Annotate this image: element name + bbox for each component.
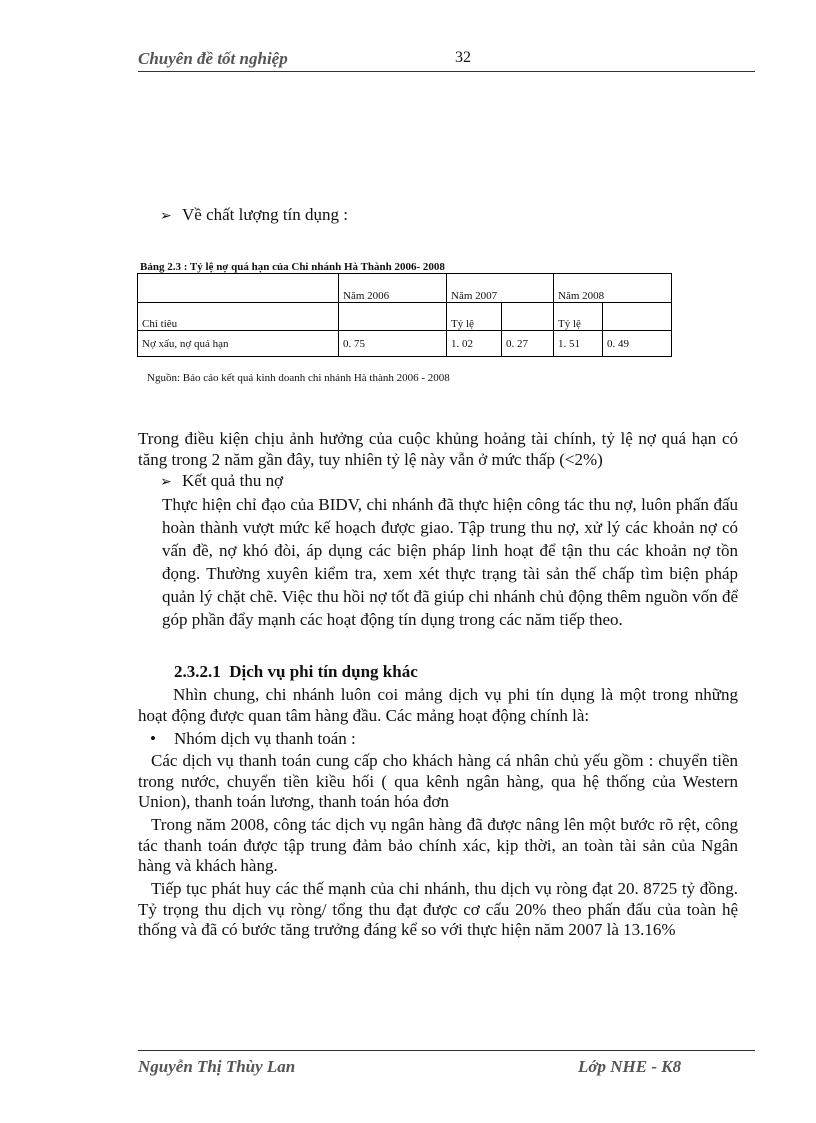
table-value-2008a: 1. 51	[554, 331, 603, 357]
section-title: Dịch vụ phi tín dụng khác	[229, 662, 418, 681]
footer-author: Nguyễn Thị Thùy Lan	[138, 1057, 296, 1076]
table-cell	[603, 303, 672, 331]
section-heading-2321	[174, 662, 418, 682]
bullet-payment-group	[150, 729, 356, 750]
table-ratio-2007: Tỷ lệ	[447, 303, 502, 331]
paragraph-revenue: Tiếp tục phát huy các thế mạnh của chi nhánh, thu dịch vụ ròng đạt 20. 8725 tỷ đồng. Tỷ trọng thu dịch vụ ròng/ tổng thu đạt được cơ cấu 20% theo phấn đấu của toàn hệ thống và đã có bước tăng trưởng đáng kể so với thực hiện năm 2007 là 13.16%	[138, 879, 738, 939]
table-label-chitieu: Chỉ tiêu	[138, 303, 339, 331]
section-quality-heading	[160, 205, 348, 225]
header-title: Chuyên đề tốt nghiệp	[138, 49, 288, 68]
table-row-label: Nợ xấu, nợ quá hạn	[138, 331, 339, 357]
table-header-2006: Năm 2006	[339, 274, 447, 303]
table-value-2006: 0. 75	[339, 331, 447, 357]
paragraph-intro: Nhìn chung, chi nhánh luôn coi mảng dịch vụ phi tín dụng là một trong những hoạt động được quan tâm hàng đầu. Các mảng hoạt động chính là:	[138, 685, 738, 725]
table-row	[138, 274, 672, 303]
table-cell	[502, 303, 554, 331]
section-recovery-title: Kết quả thu nợ	[182, 471, 284, 490]
table-row	[138, 331, 672, 357]
section-recovery-heading	[160, 471, 283, 493]
page-number: 32	[455, 49, 471, 66]
arrow-bullet-icon: ➢	[160, 474, 172, 490]
arrow-bullet-icon: ➢	[160, 208, 172, 224]
table-header-2007: Năm 2007	[447, 274, 554, 303]
table-value-2007a: 1. 02	[447, 331, 502, 357]
paragraph-crisis: Trong điều kiện chịu ảnh hưởng của cuộc khủng hoảng tài chính, tỷ lệ nợ quá hạn có tăng trong 2 năm gần đây, tuy nhiên tỷ lệ này vẫn ở mức thấp (<2%)	[138, 429, 738, 469]
table-value-2007b: 0. 27	[502, 331, 554, 357]
bullet-dot-icon: •	[150, 729, 156, 748]
table-header-2008: Năm 2008	[554, 274, 672, 303]
header-divider	[138, 71, 755, 72]
table-cell	[138, 274, 339, 303]
debt-ratio-table	[137, 273, 672, 357]
section-number: 2.3.2.1	[174, 662, 221, 681]
paragraph-services: Các dịch vụ thanh toán cung cấp cho khách hàng cá nhân chủ yếu gồm : chuyển tiền trong nước, chuyển tiền kiều hối ( qua kênh ngân hàng, qua hệ thống của Western Union), thanh toán lương, thanh toán hóa đơn	[138, 751, 738, 811]
bullet-text: Nhóm dịch vụ thanh toán :	[174, 729, 356, 748]
table-cell	[339, 303, 447, 331]
footer-class: Lớp NHE - K8	[578, 1057, 682, 1076]
table-caption: Bảng 2.3 : Tỷ lệ nợ quá hạn của Chi nhánh Hà Thành 2006- 2008	[140, 261, 445, 273]
table-row	[138, 303, 672, 331]
paragraph-recovery: Thực hiện chỉ đạo của BIDV, chi nhánh đã thực hiện công tác thu nợ, luôn phấn đấu hoàn thành vượt mức kế hoạch được giao. Tập trung thu nợ, xử lý các khoản nợ có vấn đề, nợ khó đòi, áp dụng các biện pháp linh hoạt để tận thu các khoản nợ tồn đọng. Thường xuyên kiểm tra, xem xét thực trạng tài sản thế chấp tìm biện pháp quản lý chặt chẽ. Việc thu hồi nợ tốt đã giúp chi nhánh chủ động thêm nguồn vốn để góp phần đẩy mạnh các hoạt động tín dụng trong các năm tiếp theo.	[162, 495, 738, 629]
table-source: Nguồn: Báo cáo kết quả kinh doanh chi nhánh Hà thành 2006 - 2008	[147, 372, 450, 384]
footer-divider	[138, 1050, 755, 1051]
paragraph-2008: Trong năm 2008, công tác dịch vụ ngân hàng đã được nâng lên một bước rõ rệt, công tác thanh toán được tập trung đảm bảo chính xác, kịp thời, an toàn tài sản của Ngân hàng và khách hàng.	[138, 815, 738, 875]
table-value-2008b: 0. 49	[603, 331, 672, 357]
section-quality-text: Về chất lượng tín dụng :	[182, 205, 348, 224]
table-ratio-2008: Tỷ lệ	[554, 303, 603, 331]
